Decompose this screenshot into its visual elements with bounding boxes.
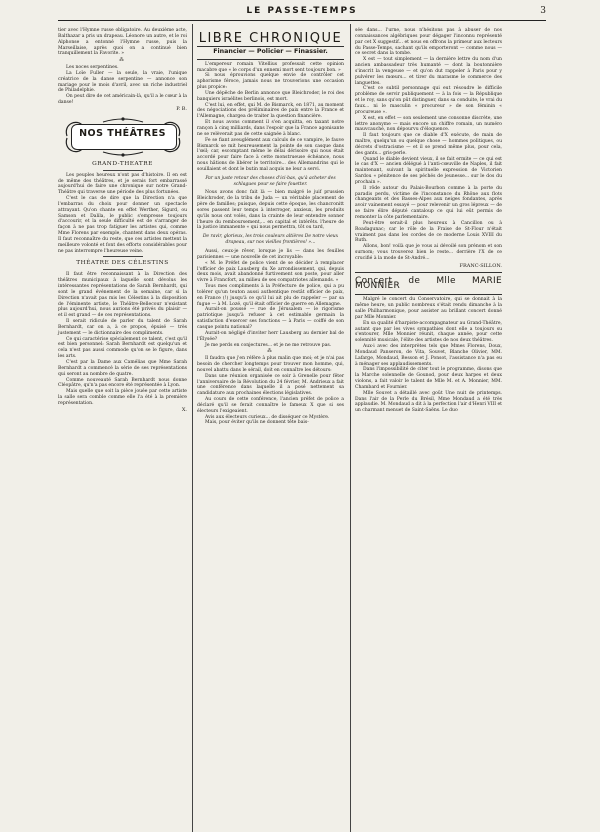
paragraph: C'est le cas de dire que la Direction n'a que l'embarras du choix pour donner un spectacle attrayant. Qu'on chante en effet Werther, Sigurd, ou Samson et Dalila, le public s'empresse toujours d'accourir, et la seule difficulté est de s'arranger de façon à ne pas trop fatiguer les artistes qui, comme Mme Florens par exemple, chantent dans deux opéras. Il faut reconnaître du reste, que ces artistes mettent la meilleure volonté et font des efforts considérables pour ne pas interrompre l'heureuse veine. (58, 196, 187, 254)
paragraph: La Loïe Fuller — la seule, la vraie, l'unique créatrice de la danse serpentine — annonce son mariage pour le mois d'avril, avec un riche industriel de Philadelphie. (58, 70, 187, 94)
paragraph: « M. le Préfet de police vient de se décider à remplacer l'officier de paix Lausberg du Xe arrondissement, qui, depuis deux mois, avait abandonné furtivement son poste, pour aller vivre à Francfort, au milieu de ses compatriotes allemands. » (197, 260, 344, 284)
paragraph: tier avec l'Hymne russe obligatoire. Au deuxième acte, Balthazar a pris un drapeau. Léonore un autre, et le roi Alphonse a entonné l'Hymne russe, puis la Marseillaise, après quoi on a continué bien tranquillement la Favorite. » (58, 28, 187, 57)
section-separator: ⁂ (119, 57, 126, 64)
concert-heading: Concert de Mlle MARIE MONNIER (355, 275, 502, 292)
section-heading: THÉATRE DES CÉLESTINS (76, 260, 169, 267)
paragraph: X est, en effet — son seulement une consonne discrète, une lettre anonyme — mais encore un chiffre romain, un numéro mauvcauché, non dépourvu d'éloquence. (355, 115, 502, 133)
paragraph: Au cours de cette conférence, l'ancien préfet de police a déclaré qu'il se ferait connaître le fameux X que si ses électeurs l'exigeaient. (197, 397, 344, 414)
signature: P. B. (176, 105, 187, 112)
paragraph: Nous avons donc fait là — bien malgré le juif prussien Bleichroder, de la tribu de Juda — un véritable placement de père de familles; puisque, depuis cette époque, les chancronitt sores passent leur temps à interroger, anxieux, les produits qu'ils nous ont volés, dans la crainte de leur entendre sonner l'heure du remboursement,... en capital et intérêts. l'heure de la justice immanente « qui nous permettra, tôt ou tard, (197, 190, 344, 231)
paragraph: sée dans... l'urne, nous n'hésitons pas à abuser de nos connaissances algébriques pour dégager l'inconnu représenté par cet X suggestif... et nous en offrons la primeur aux lecteurs du Passe-Temps, sachant qu'ils emporteront — comme nous — ce secret dans la tombe. (355, 28, 502, 57)
paragraph: C'est lui, en effet, qui M. de Bismarck, en 1871, au moment des négociations des préliminaires de paix entre la France et l'Allemagne, chargea de traiter la question financière. (197, 102, 344, 120)
paragraph: L'empereur romain Vitellius professait cette opinion macabre que « le corps d'un ennemi mort sent toujours bon. » (197, 61, 344, 73)
newspaper-title: LE PASSE-TEMPS (246, 6, 358, 16)
paragraph: En sa qualité d'harpiste-accompagnateur au Grand-Théâtre, autant que par les vives sympathies dont elle a toujours su s'entourer, Mlle Monnier réunit, chaque année, pour cette solennité musicale, l'élite des artistes de nos deux théâtres. (355, 320, 502, 344)
divider (103, 269, 143, 270)
paragraph: Avis aux électeurs curieux... de disséquer ce Mystère. (205, 414, 330, 420)
paragraph: C'est ce subtil personnage qui eut résoudre le difficile problème de servir publiquement — à la fois — la République et le roy, sans qu'on pût distinguer, dans sa conduite, le vrai du faux... ni le masculin « procureur » de son féminin « procureuse ». (355, 86, 502, 115)
paragraph: Comme nouveauté Sarah Bernhardt nous donne Cléopâtre, qu'n'a pas encore été représentée à Lyon. (58, 377, 187, 389)
paragraph: Aux-i avec des interprètes tels que Mmes Florens, Doux, Mondaud Panseron, de Vita, Souvet, Blanche Olivier, MM. Lafarge, Mondaud, Besson et J. Ponsot, l'assistance n'a pas eu à ménager ses applaudissements. (355, 344, 502, 367)
quoted-verse: Par un juste retour des choses d'ici-bas, qu'à acheter des schlagues pour se faire fouetter. (205, 175, 336, 187)
signature: X. (181, 406, 187, 413)
paragraph: Fe se fiant aveuglément aux calculs de ce vampire, le fauve Bismarck se mit heureusement la pointe de son casque dans l'œil; car, escomptant même le délai dérisoire qui nous était accordé pour faire face à cette monstrueuse échéance, nous nous hâtions de libérer le territoire... des Allemandrins qui le souillaient et dont le butin mal acquis ne leur a servi. (197, 137, 344, 172)
paragraph: Il faudra que j'en réfère à plus malin que moi; et je n'ai pas besoin de chercher longtemps pour trouver mon homme, qui, nouvel abattu dans le sérail, doit en connaître les détours: (197, 356, 344, 373)
banner-title: NOS THÉÂTRES (79, 127, 166, 139)
paragraph: Ce qui caractérise spécialement ce talent, c'est qu'il est bien personnel: Sarah Bernhardt est quelqu'un et cela n'est pas aussi commode qu'on se le figure, dans les arts. (58, 336, 187, 360)
paragraph: C'est par la Dame aux Camélias que Mme Sarah Bernhardt a commencé la série de ses représentations qui seront au nombre de quatre. (58, 359, 187, 377)
paragraph: Allons, bon! voilà que je vous ai dévoilé son prénom et son surnom; vous trouverez bien le reste... derrière l'X de ce crucifié à la mode de St-André... (355, 244, 502, 261)
section-heading: GRAND-THEATRE (92, 160, 153, 167)
paragraph: Malgré le concert du Conservatoire, qui se donnait à la même heure, un public nombreux s'était rendu dimanche à la salle Philharmonique, pour assister au brillant concert donné par Mlle Monnier. (355, 297, 502, 320)
column-divider (192, 24, 193, 832)
paragraph: Peut-être serait-il plus heureux à Cancillon ou à Roadagunac; car le rôle de la Fraise de St-Flour n'était vraiment pas dans les cordes de ce moderne Louis XVIII du Ruth. (355, 220, 502, 244)
paragraph: Dans l'impossibilité de citer tout le programme, disons que la Marche solennelle de Gounod, pour deux harpes et deux violons, a fait valoir le talent de Mlle M. et A. Monnier, MM. Chambard et Fournier. (355, 367, 502, 390)
paragraph: Je me perds en conjectures... et je ne me retrouve pas. (205, 342, 332, 348)
paragraph: Les peuples heureux n'ont pas d'histoire. Il en est de même des théâtres, et je serais fort embarrassé aujourd'hui de faire une chronique sur notre Grand-Théâtre qui traverse une période des plus fortunées. (58, 172, 187, 196)
paragraph: Mais quelle que soit la pièce jouée par cette artiste la salle sera comble comme elle l'a été à la première représentation. (58, 389, 187, 406)
divider (103, 170, 143, 171)
paragraph: Aurait-on poussé — rue de Jérusalem — le rigorisme patriotique jusqu'à refuser à cet estimable germain la satisfaction d'exercer ses fonctions — à Paris — coiffé de son casque pointu national? (197, 307, 344, 330)
paragraph: X est — tout simplement — la dernière lettre du nom d'un ancien ambassadeur très humanté — dont la boutonnière s'inscrit la vengeuse — et qu'on dut rappeler à Paris pour y pulvérer les mœurs... et tirer du marasme le commerce des languettes. (355, 57, 502, 86)
divider (103, 256, 143, 257)
page-number: 3 (540, 6, 546, 16)
column-3 (355, 28, 502, 414)
paragraph: Il serait ridicule de parler du talent de Sarah Bernhardt, car on a, à ce propos, épuisé — très justement — le dictionnaire des compliments. (58, 319, 187, 336)
chronique-subtitle: Financier — Policier — Finassier. (213, 47, 328, 55)
paragraph: Une dépêche de Berlin annonce que Bleichroder, le roi des banquiers israélites berlinois, est mort. (197, 90, 344, 102)
column-divider (350, 24, 351, 832)
paragraph: Tous mes compliments à la Préfecture de police, qui a pu tolérer qu'un teuton aussi authentique restât officier de paix, en France (!) jusqu'à ce qu'il lui ait plu de rappeler — par sa fugue — à M. Lozé, qu'il était officier de guerre en Allemagne. (197, 284, 344, 307)
paragraph: On peut dire de cet américain-là, qu'il a le cœur à la danse! (58, 94, 187, 106)
paragraph: Il faut toujours que ce diable d'X exécute, de main de maître, quelqu'un ou quelque chose — hommes politiques, ou décrets d'ostracisme — et il se prend même plus, pour cela, des gants... gris-perle. (355, 133, 502, 156)
paragraph: Aurait-on négligé d'inviter herr Lausberg au dernier bal de l'Élysée? (197, 330, 344, 342)
paragraph: Mais, pour éviter qu'ils ne donnent tête bais- (205, 420, 309, 426)
paragraph: Aussi, ceux-je rêver, lorsque je lis — dans les feuilles parisiennes — une nouvelle de cet incroyable: (197, 249, 344, 260)
page-header (58, 6, 546, 21)
paragraph: Il rôde autour du Palais-Bourbon comme à la porte du paradis perdu, victime de l'inconstance du Rhône aux flots changeants et des Basses-Alpes aux neiges fondantes, après avoir vainement essayé — pour relevenir un gros lépreux — de se faire élire député cantaloup ce qui lui eût permis de remonter la côte parlementaire. (355, 185, 502, 220)
column-2 (197, 28, 344, 426)
quoted-verse: De ravir, glorieux, les trois couleurs altières De notre vieux drapeau, sur nos vieilles frontières! »... (202, 234, 339, 246)
signature: FRANC-SILLON. (459, 262, 502, 269)
paragraph: Quand le diable devient vieux, il se fait ermite — ce qui est le cas d'X — ancien délégué à l'anti-cœuville de Naples, il fait maintenant, suivant la spirituelle expression de Victorien Sardou « pénitence de ses péchés de jeunesse... sur le dos du prochain ». (355, 156, 502, 185)
section-separator: ⁂ (267, 348, 274, 355)
paragraph: Et nous avons comment il s'en acquitta, en taxant notre rançon à cinq milliards, dans l'espoir que la France agonisante ne se relèverait pas de cette saignée à blanc. (197, 120, 344, 137)
paragraph: Mlle Souvet a détaillé avec goût Une nuit de printemps. Dans l'air de la Perle du Brésil, Mme Mondaud a été très applaudie. M. Mondaud a dit à la perfection l'air d'Henri VIII et un charmant menuet de Saint-Saëns. Le duo (355, 390, 502, 414)
paragraph: Il faut être reconnaissant à la Direction des théâtres municipaux à laquelle sont dévolus les intéressantes représentations de Sarah Bernhardt, qui sont le grand événement de la semaine, car si la Direction n'avait pas mis les Célestins à la disposition de l'éminente artiste, le Théâtre-Bellecour n'existant plus aujourd'hui, nous aurions été privés du plaisir — et il est grand — de ces représentations. (58, 272, 187, 319)
divider (355, 272, 502, 273)
nos-theatres-banner (63, 116, 183, 158)
column-1 (58, 28, 187, 416)
paragraph: Si nous éprouvions quelque envie de contrôler cet aphorisme féroce, jamais nous ne trouverions une occasion plus propice: (197, 73, 344, 91)
paragraph: Dans une réunion organisée ce soir à Grenelle pour fêter l'anniversaire de la Révolution du 24 février, M. Andrieux a fait une conférence dans laquelle il a posé nettement sa candidature aux prochaines élections législatives. (197, 373, 344, 397)
paragraph: Les noces serpentines. (66, 65, 119, 71)
divider (355, 294, 502, 295)
divider (197, 59, 344, 60)
chronique-title: LIBRE CHRONIQUE (198, 31, 343, 46)
